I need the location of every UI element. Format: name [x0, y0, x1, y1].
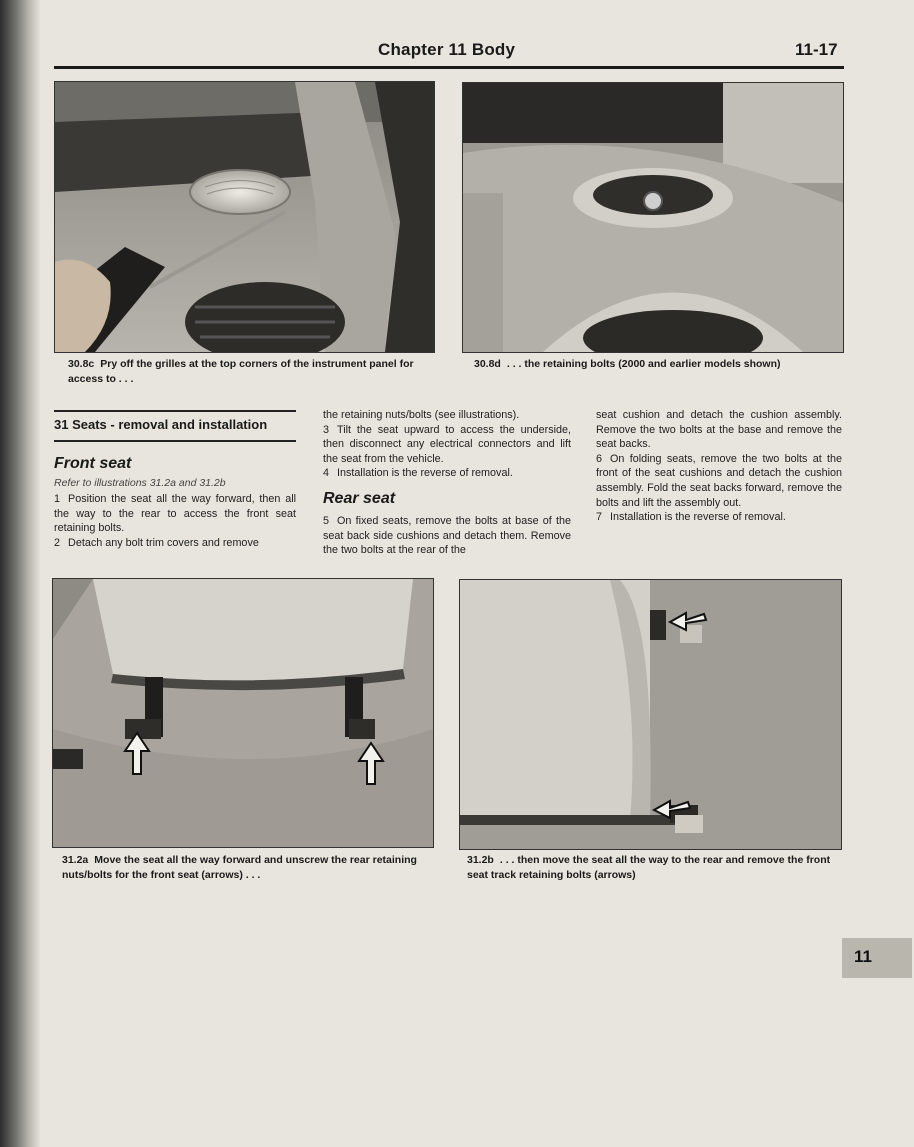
- caption-30-8c: [68, 357, 428, 387]
- text-column-2: [323, 408, 571, 481]
- chapter-side-tab: [842, 938, 912, 978]
- caption-number: 30.8d: [474, 358, 501, 370]
- text-column-1: [54, 492, 296, 550]
- step-paragraph: 7 Installation is the reverse of removal.: [596, 511, 786, 524]
- photo-31-2a: [52, 578, 434, 848]
- photo-30-8d: [462, 82, 844, 353]
- caption-text: . . . the retaining bolts (2000 and earlier models shown): [506, 358, 781, 370]
- step-paragraph: 1 Position the seat all the way forward, then all the way to the rear to access the front seat retaining bolts.: [54, 493, 296, 535]
- illustration-reference: Refer to illustrations 31.2a and 31.2b: [54, 477, 226, 489]
- step-paragraph: the retaining nuts/bolts (see illustrations).: [323, 409, 520, 421]
- caption-number: 31.2b: [467, 854, 494, 866]
- caption-text: . . . then move the seat all the way to the rear and remove the front seat track retaining bolts (arrows): [467, 854, 831, 881]
- caption-31-2a: [62, 853, 432, 883]
- chapter-tab-label: 11: [854, 947, 872, 966]
- caption-text: Pry off the grilles at the top corners of the instrument panel for access to . . .: [68, 358, 414, 385]
- section-rule-bottom: [54, 440, 296, 442]
- chapter-title: Chapter 11 Body: [378, 40, 516, 59]
- step-paragraph: seat cushion and detach the cushion assembly. Remove the two bolts at the base and remove the seat backs.: [596, 409, 842, 451]
- page-number: 11-17: [795, 40, 838, 59]
- section-rule-top: [54, 410, 296, 412]
- text-column-2b: [323, 514, 571, 558]
- caption-number: 31.2a: [62, 854, 89, 866]
- book-spine-shadow: [0, 0, 40, 1147]
- text-column-3: [596, 408, 842, 525]
- step-paragraph: 6 On folding seats, remove the two bolts at the front of the seat cushions and detach the cushion assembly. Fold the seat backs forward, remove the bolts and lift the assembly out.: [596, 452, 842, 509]
- front-seat-heading: Front seat: [54, 455, 132, 472]
- step-paragraph: 4 Installation is the reverse of removal.: [323, 467, 513, 480]
- step-paragraph: 2 Detach any bolt trim covers and remove: [54, 536, 259, 549]
- caption-text: Move the seat all the way forward and unscrew the rear retaining nuts/bolts for the front seat (arrows) . . .: [62, 854, 417, 881]
- step-paragraph: 5 On fixed seats, remove the bolts at base of the seat back side cushions and detach them. Remove the two bolts at the rear of the: [323, 515, 571, 557]
- caption-30-8d: [474, 357, 844, 372]
- section-title: 31 Seats - removal and installation: [54, 417, 268, 432]
- caption-number: 30.8c: [68, 358, 95, 370]
- photo-31-2b: [459, 579, 842, 850]
- caption-31-2b: [467, 853, 839, 883]
- photo-30-8c: [54, 81, 435, 353]
- header-rule: [54, 66, 844, 69]
- step-paragraph: 3 Tilt the seat upward to access the underside, then disconnect any electrical connectors and lift the seat from the vehicle.: [323, 423, 571, 465]
- rear-seat-heading: Rear seat: [323, 490, 396, 507]
